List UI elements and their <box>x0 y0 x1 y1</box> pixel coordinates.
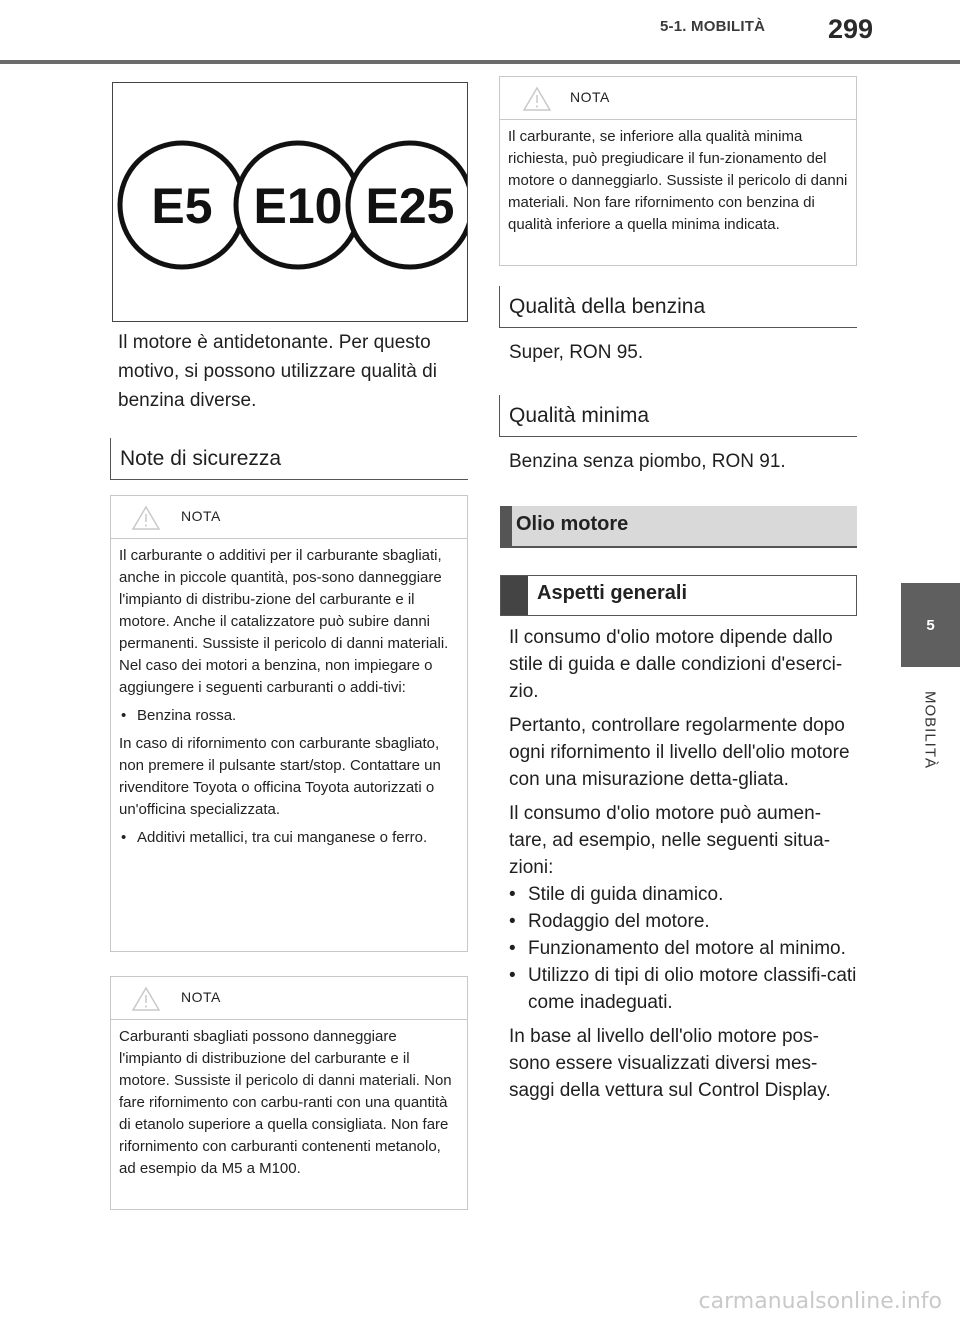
oil-body <box>509 624 859 1111</box>
note-body <box>111 1020 467 1194</box>
body-list <box>509 881 859 1016</box>
section-title: Olio motore <box>516 513 629 535</box>
note-paragraph: Il carburante, se inferiore alla qualità minima richiesta, può pregiudicare il fun-zionamento del motore o danneggiarlo. Sussiste il pericolo di danni materiali. Non fare rifornimento con benzina di qualità inferiore a quella minima indicata. <box>508 128 848 233</box>
note-paragraph: In caso di rifornimento con carburante sbagliato, non premere il pulsante start/stop. Contattare un rivenditore Toyota o officina Toyota autorizzati o un'officina specializzata. <box>119 735 441 818</box>
chapter-label: MOBILITÀ <box>921 690 939 770</box>
note-header <box>111 977 467 1020</box>
note-list-item: • Additivi metallici, tra cui manganese o ferro. <box>119 827 459 849</box>
note-label: NOTA <box>181 989 221 1005</box>
body-paragraph: Pertanto, controllare regolarmente dopo ogni rifornimento il livello dell'olio motore con una misurazione detta-gliata. <box>509 715 850 790</box>
list-item: • Rodaggio del motore. <box>509 908 859 935</box>
warning-triangle-icon <box>131 986 161 1012</box>
body-paragraph: Il consumo d'olio motore dipende dallo stile di guida e dalle condizioni d'eserci-zio. <box>509 627 843 702</box>
subsection-accent <box>501 576 528 615</box>
note-list <box>119 827 459 849</box>
note-box-quality <box>499 76 857 266</box>
fuel-quality-heading: Qualità della benzina <box>499 286 857 328</box>
fuel-quality-text: Super, RON 95. <box>509 342 644 363</box>
fuel-label-e10: E10 <box>253 178 343 234</box>
note-label: NOTA <box>181 508 221 524</box>
min-quality-heading: Qualità minima <box>499 395 857 437</box>
note-list <box>119 705 459 727</box>
subsection-title: Aspetti generali <box>537 582 688 604</box>
list-item: • Stile di guida dinamico. <box>509 881 859 908</box>
warning-triangle-icon <box>131 505 161 531</box>
body-paragraph: Il consumo d'olio motore può aumen-tare, ad esempio, nelle seguenti situa-zioni: <box>509 803 831 878</box>
note-label: NOTA <box>570 89 610 105</box>
page-number: 299 <box>828 14 874 44</box>
section-title-bar <box>500 506 857 548</box>
fuel-label-e25: E25 <box>365 178 455 234</box>
note-box-fuel <box>110 495 468 952</box>
min-quality-text: Benzina senza piombo, RON 91. <box>509 451 786 472</box>
note-box-ethanol <box>110 976 468 1210</box>
list-item: • Funzionamento del motore al minimo. <box>509 935 859 962</box>
note-header <box>500 77 856 120</box>
intro-paragraph: Il motore è antidetonante. Per questo motivo, si possono utilizzare qualità di benzina diverse. <box>118 332 437 411</box>
fuel-label-e5: E5 <box>151 178 213 234</box>
section-header: 5-1. MOBILITÀ <box>660 18 766 35</box>
chapter-tab[interactable]: 5 <box>901 583 960 667</box>
note-paragraph: Carburanti sbagliati possono danneggiare l'impianto di distribuzione del carburante e il motore. Sussiste il pericolo di danni materiali. Non fare rifornimento con carbu-ranti con una quantità di etanolo superiore a quella consigliata. Non fare rifornimento con carburanti contenenti metanolo, ad esempio da M5 a M100. <box>119 1028 452 1177</box>
subsection-title-bar <box>500 575 857 616</box>
header-divider <box>0 60 960 64</box>
body-paragraph: In base al livello dell'olio motore pos-sono essere visualizzati diversi mes-saggi della vettura sul Control Display. <box>509 1026 831 1101</box>
watermark: carmanualsonline.info <box>698 1289 942 1314</box>
section-accent <box>500 506 512 546</box>
fuel-label-figure <box>112 82 468 322</box>
warning-triangle-icon <box>522 86 552 112</box>
note-list-item: • Benzina rossa. <box>119 705 459 727</box>
list-item: • Utilizzo di tipi di olio motore classifi-cati come inadeguati. <box>509 962 859 1016</box>
safety-heading: Note di sicurezza <box>110 438 468 480</box>
note-body <box>111 539 467 863</box>
note-body <box>500 120 856 250</box>
note-header <box>111 496 467 539</box>
note-paragraph: Il carburante o additivi per il carburante sbagliati, anche in piccole quantità, pos-sono danneggiare l'impianto di distribu-zione del carburante e il motore. Anche il catalizzatore può subire danni permanenti. Sussiste il pericolo di danni materiali. Nel caso dei motori a benzina, non impiegare o aggiungere i seguenti carburanti o addi-tivi: <box>119 547 449 696</box>
fuel-label-illustration <box>113 83 467 321</box>
